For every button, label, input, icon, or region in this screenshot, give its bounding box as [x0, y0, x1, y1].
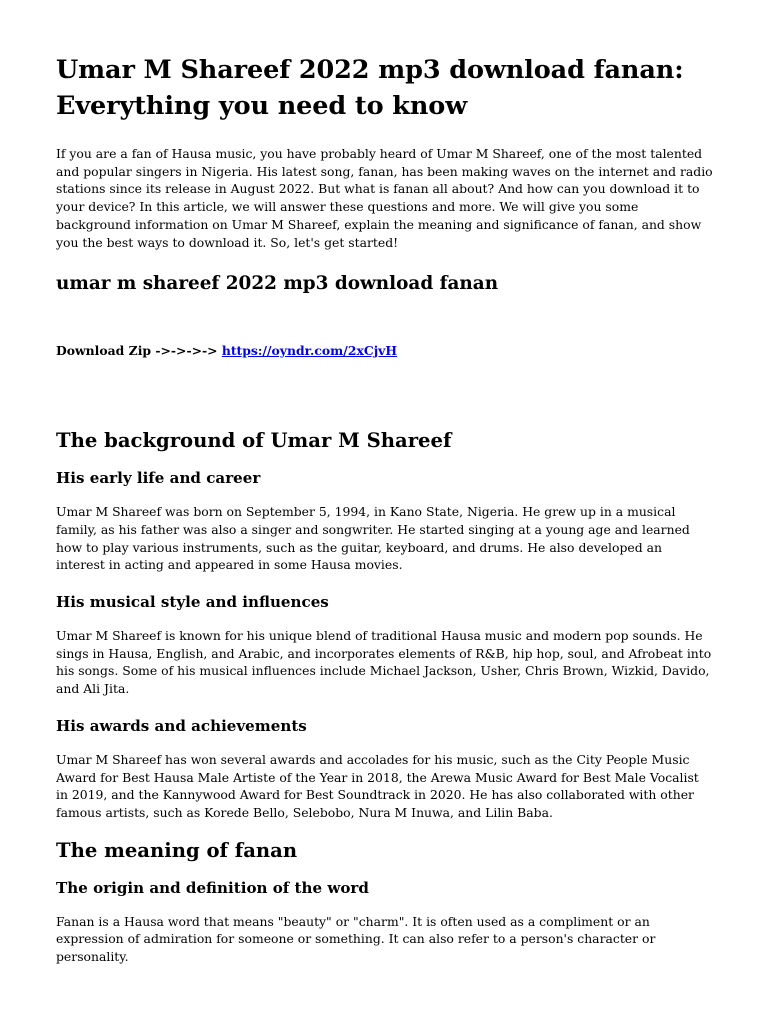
paragraph-origin: Fanan is a Hausa word that means "beauty" or "charm". It is often used as a compliment or an expression of admiration for someone or something. It can also refer to a person's character or personality.: [56, 913, 656, 965]
intro-paragraph: If you are a fan of Hausa music, you have probably heard of Umar M Shareef, one of the most talented and popular singers in Nigeria. His latest song, fanan, has been making waves on the internet and radio stations since its release in August 2022. But what is fanan all about? And how can you download it to your device? In this article, we will answer these questions and more. We will give you some background information on Umar M Shareef, explain the meaning and significance of fanan, and show you the best ways to download it. So, let's get started!: [56, 146, 713, 250]
download-label: Download Zip ->->->->: [56, 343, 222, 359]
keyword-heading: umar m shareef 2022 mp3 download fanan: [56, 273, 499, 295]
section-heading-background: The background of Umar M Shareef: [56, 429, 452, 453]
page-title: Umar M Shareef 2022 mp3 download fanan: Everything you need to know: [56, 55, 684, 121]
paragraph-musical-style: Umar M Shareef is known for his unique blend of traditional Hausa music and modern pop sounds. He sings in Hausa, English, and Arabic, and incorporates elements of R&B, hip hop, soul, and Afrobeat into his songs. Some of his musical influences include Michael Jackson, Usher, Chris Brown, Wizkid, Davido, and Ali Jita.: [56, 628, 712, 697]
section-heading-meaning: The meaning of fanan: [56, 838, 298, 862]
subsection-heading-awards: His awards and achievements: [56, 716, 307, 735]
subsection-heading-musical-style: His musical style and influences: [56, 593, 329, 612]
subsection-heading-early-life: His early life and career: [56, 469, 261, 488]
paragraph-early-life: Umar M Shareef was born on September 5, 1994, in Kano State, Nigeria. He grew up in a musical family, as his father was also a singer and songwriter. He started singing at a young age and learned how to play various instruments, such as the guitar, keyboard, and drums. He also developed an interest in acting and appeared in some Hausa movies.: [56, 504, 690, 573]
download-line: [56, 342, 714, 360]
paragraph-awards: Umar M Shareef has won several awards and accolades for his music, such as the City People Music Award for Best Hausa Male Artiste of the Year in 2018, the Arewa Music Award for Best Male Vocalist in 2019, and the Kannywood Award for Best Soundtrack in 2020. He has also collaborated with other famous artists, such as Korede Bello, Selebobo, Nura M Inuwa, and Lilin Baba.: [56, 751, 699, 820]
subsection-heading-origin: The origin and definition of the word: [56, 878, 369, 897]
download-link[interactable]: https://oyndr.com/2xCjvH: [221, 343, 398, 359]
